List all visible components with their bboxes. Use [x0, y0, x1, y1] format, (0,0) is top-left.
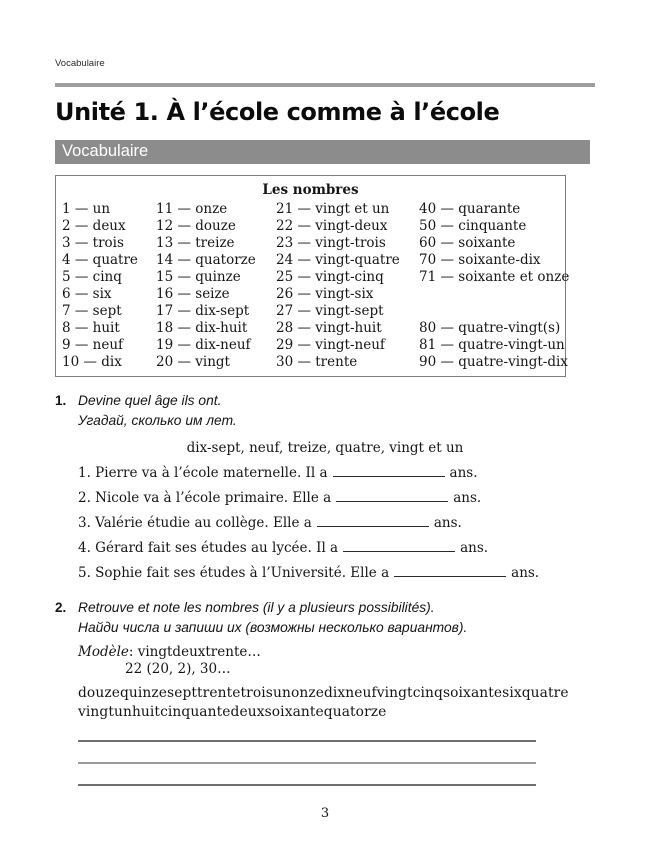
item-suffix: ans.	[453, 490, 482, 506]
answer-blank	[336, 488, 448, 502]
item-suffix: ans.	[433, 515, 462, 531]
answer-blank	[394, 563, 506, 577]
numbers-table-title: Les nombres	[262, 182, 359, 198]
number-cell: 16 — seize	[156, 286, 230, 302]
number-cell: 23 — vingt-trois	[276, 235, 386, 251]
number-cell: 11 — onze	[156, 201, 228, 217]
item-suffix: ans.	[449, 465, 478, 481]
answer-line	[78, 740, 536, 742]
number-cell: 4 — quatre	[62, 252, 138, 268]
item-suffix: ans.	[460, 540, 489, 556]
number-cell: 81 — quatre-vingt-un	[419, 337, 565, 353]
exercise-2-instruction-fr: Retrouve et note les nombres (il y a plusieurs possibilités).	[78, 600, 435, 615]
section-bar	[55, 140, 590, 164]
number-cell: 71 — soixante et onze	[419, 269, 570, 285]
header-rule	[55, 83, 595, 87]
item-suffix: ans.	[511, 565, 540, 581]
answer-line	[78, 784, 536, 786]
number-cell: 15 — quinze	[156, 269, 241, 285]
item-text: 5. Sophie fait ses études à l’Université. Elle a	[78, 565, 390, 581]
number-cell: 22 — vingt-deux	[276, 218, 388, 234]
number-cell: 27 — vingt-sept	[276, 303, 384, 319]
number-cell: 6 — six	[62, 286, 112, 302]
page-title: Unité 1. À l’école comme à l’école	[55, 98, 500, 126]
number-cell	[419, 303, 569, 320]
exercise-1-item	[78, 488, 595, 507]
number-cell: 14 — quatorze	[156, 252, 256, 268]
number-cell: 5 — cinq	[62, 269, 122, 285]
exercise-1-item	[78, 563, 595, 582]
number-cell: 7 — sept	[62, 303, 122, 319]
number-cell: 19 — dix-neuf	[156, 337, 251, 353]
number-cell: 12 — douze	[156, 218, 236, 234]
letter-puzzle-line: vingtunhuitcinquantedeuxsoixantequatorze	[78, 704, 387, 720]
exercise-1-item	[78, 538, 595, 557]
number-cell: 10 — dix	[62, 354, 122, 370]
number-cell: 70 — soixante-dix	[419, 252, 541, 268]
running-header: Vocabulaire	[55, 58, 105, 69]
number-cell: 1 — un	[62, 201, 111, 217]
number-cell: 13 — treize	[156, 235, 235, 251]
exercise-1-body	[78, 391, 595, 588]
answer-blank	[333, 463, 445, 477]
answer-blank	[317, 513, 429, 527]
exercise-2-instruction-ru: Найди числа и запиши их (возможны несколько вариантов).	[78, 620, 468, 635]
number-cell: 50 — cinquante	[419, 218, 527, 234]
exercise-1-item	[78, 463, 595, 482]
exercise-1-number: 1.	[55, 393, 67, 408]
number-cell: 90 — quatre-vingt-dix	[419, 354, 568, 370]
numbers-table	[55, 175, 570, 377]
exercise-2-model	[78, 644, 595, 661]
number-cell: 17 — dix-sept	[156, 303, 250, 319]
number-cell	[419, 286, 569, 303]
number-cell: 2 — deux	[62, 218, 126, 234]
number-cell: 30 — trente	[276, 354, 358, 370]
answer-blank	[343, 538, 455, 552]
number-cell: 21 — vingt et un	[276, 201, 390, 217]
item-text: 3. Valérie étudie au collège. Elle a	[78, 515, 312, 531]
number-cell: 24 — vingt-quatre	[276, 252, 400, 268]
exercise-1-word-bank: dix-sept, neuf, treize, quatre, vingt et un	[186, 440, 464, 456]
exercise-1	[55, 391, 595, 588]
exercise-2-number: 2.	[55, 600, 67, 615]
model-label: Modèle	[78, 644, 129, 660]
model-answer: 22 (20, 2), 30…	[125, 661, 231, 677]
number-cell: 60 — soixante	[419, 235, 516, 251]
answer-lines	[55, 740, 595, 786]
number-cell: 20 — vingt	[156, 354, 230, 370]
letter-puzzle	[78, 684, 595, 722]
numbers-grid	[62, 201, 570, 371]
item-text: 1. Pierre va à l’école maternelle. Il a	[78, 465, 328, 481]
page-number: 3	[320, 806, 330, 821]
section-bar-label: Vocabulaire	[62, 142, 149, 160]
exercise-2	[55, 598, 595, 722]
number-cell: 3 — trois	[62, 235, 124, 251]
number-cell: 18 — dix-huit	[156, 320, 248, 336]
number-cell: 28 — vingt-huit	[276, 320, 382, 336]
exercise-2-body	[78, 598, 595, 722]
exercise-1-item	[78, 513, 595, 532]
number-cell: 80 — quatre-vingt(s)	[419, 320, 561, 336]
item-text: 4. Gérard fait ses études au lycée. Il a	[78, 540, 339, 556]
number-cell: 25 — vingt-cinq	[276, 269, 384, 285]
number-cell: 9 — neuf	[62, 337, 124, 353]
number-cell: 8 — huit	[62, 320, 120, 336]
exercise-1-instruction-fr: Devine quel âge ils ont.	[78, 393, 222, 408]
answer-line	[78, 762, 536, 764]
model-text: : vingtdeuxtrente…	[128, 644, 261, 660]
number-cell: 26 — vingt-six	[276, 286, 374, 302]
item-text: 2. Nicole va à l’école primaire. Elle a	[78, 490, 332, 506]
letter-puzzle-line: douzequinzesepttrentetroisunonzedixneufvingtcinqsoixantesixquatre	[78, 685, 569, 701]
number-cell: 40 — quarante	[419, 201, 521, 217]
number-cell: 29 — vingt-neuf	[276, 337, 385, 353]
exercise-1-instruction-ru: Угадай, сколько им лет.	[78, 413, 237, 428]
